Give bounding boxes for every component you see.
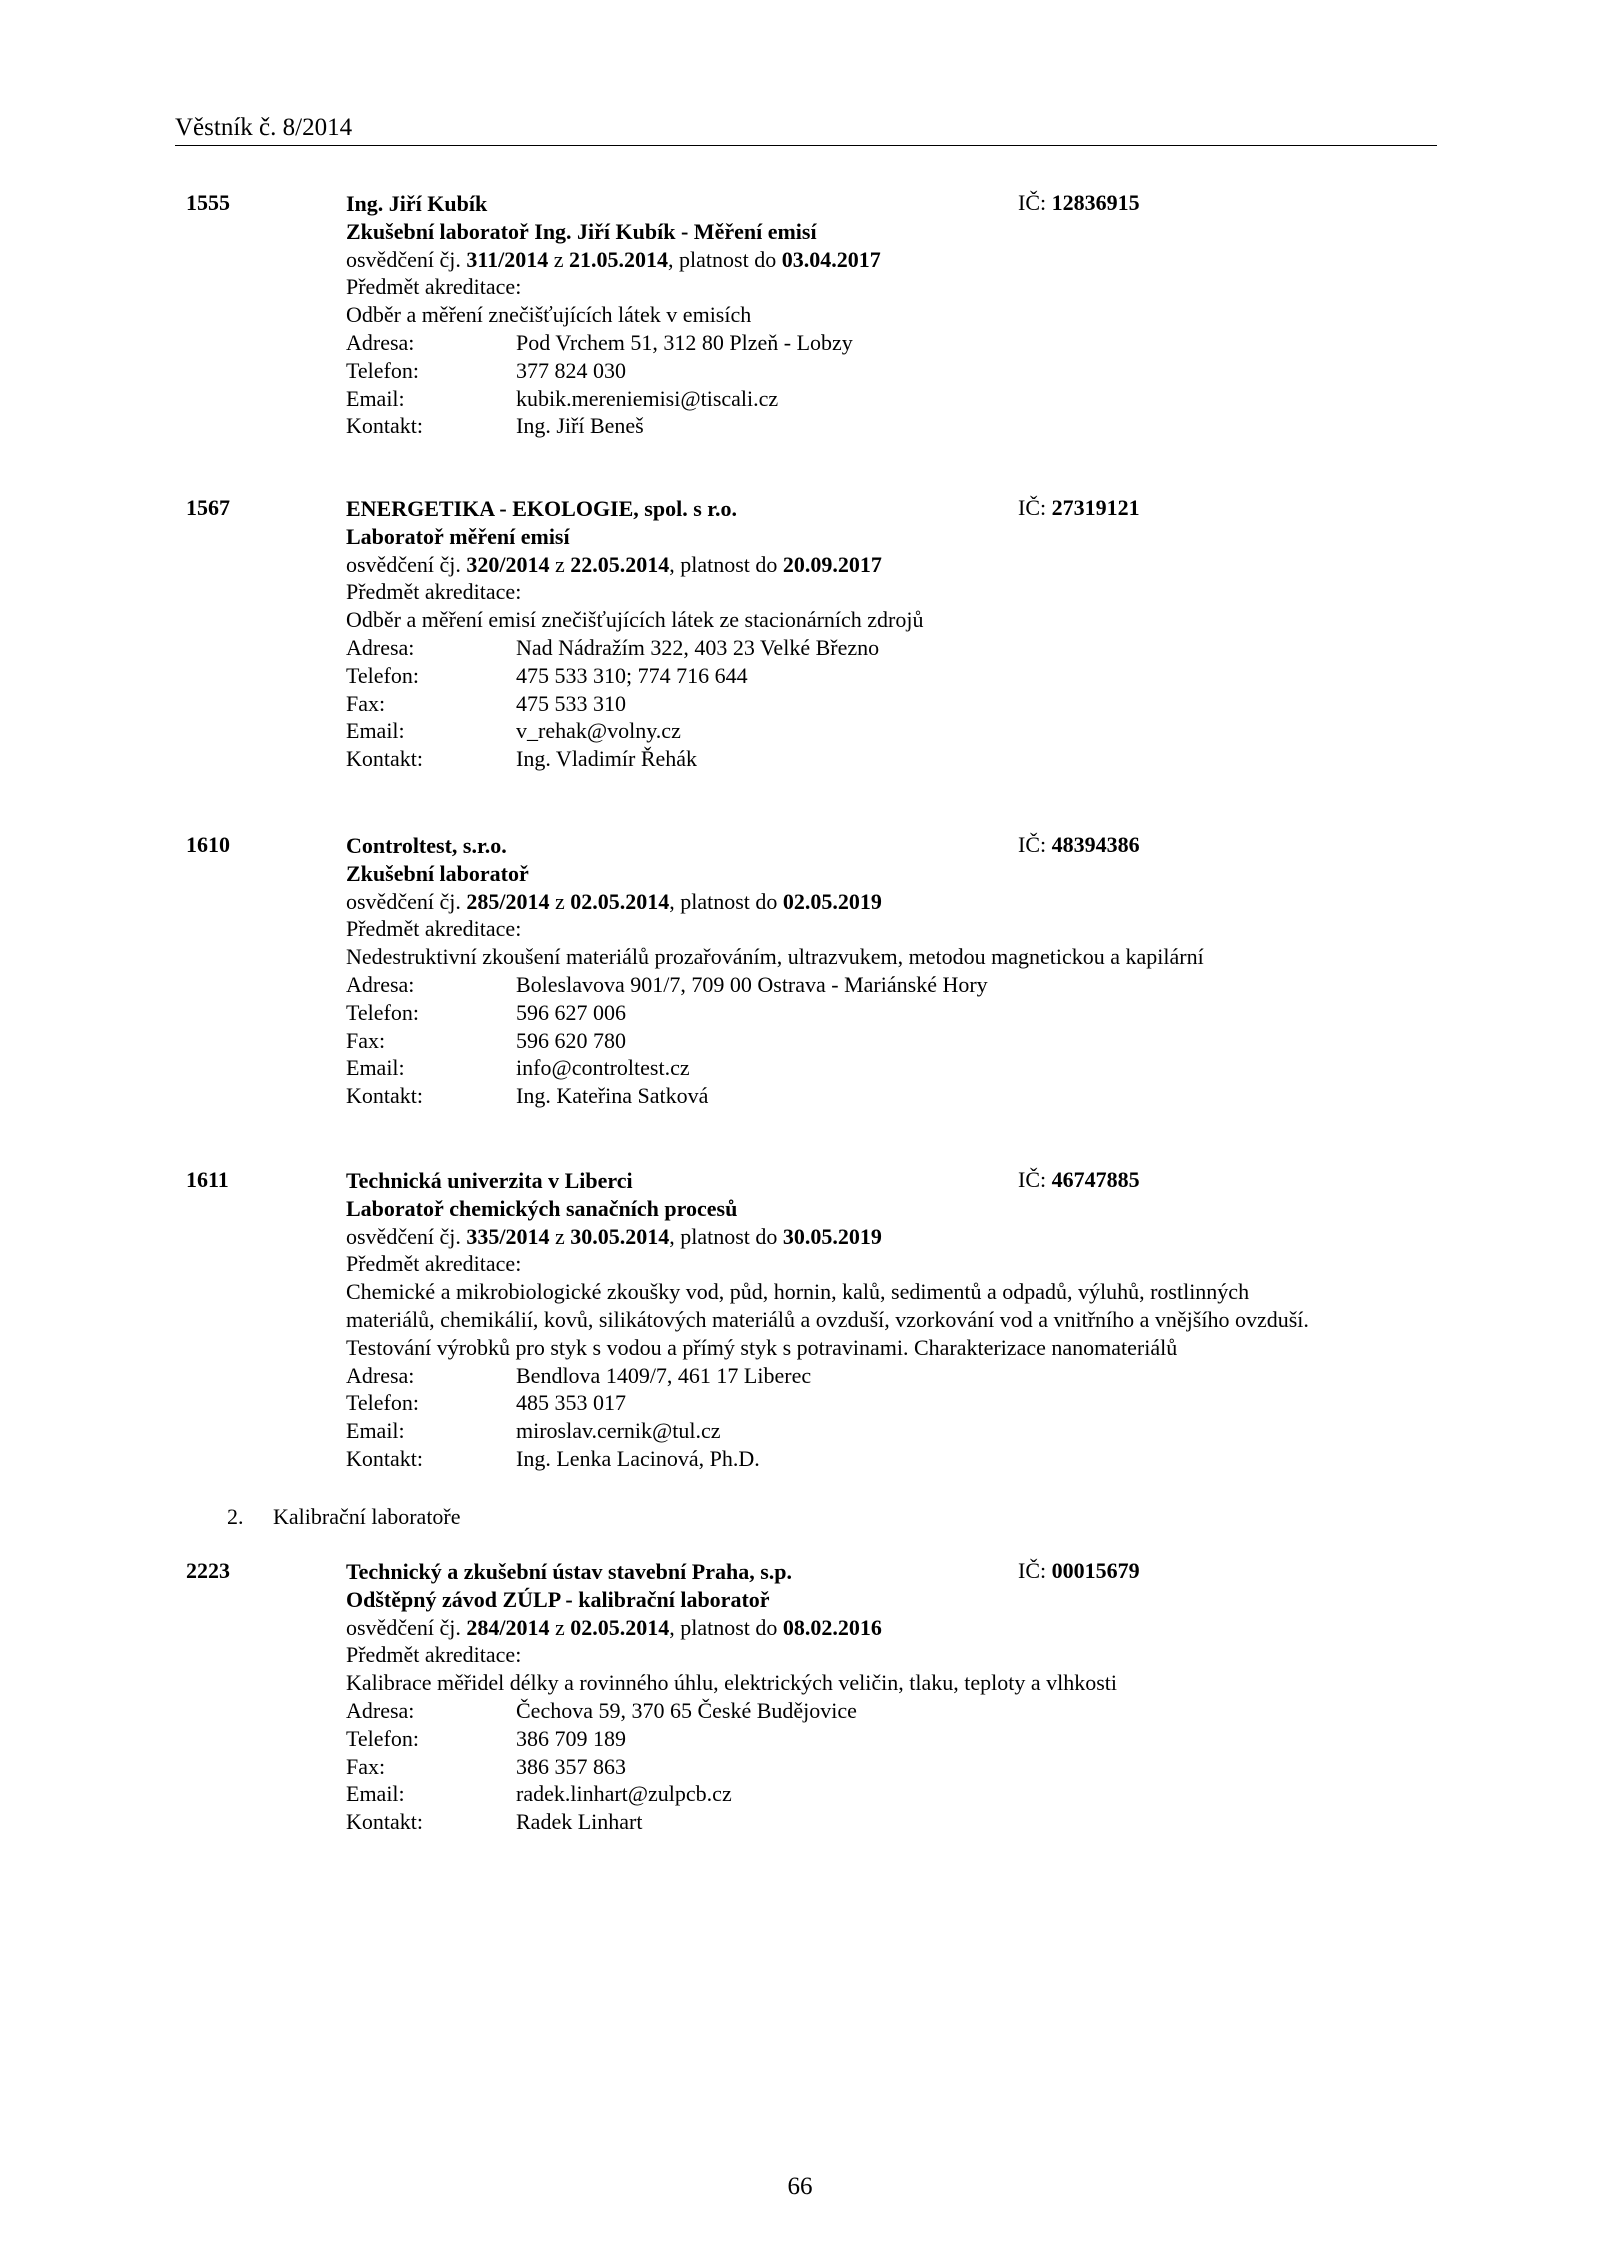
cert-date: 02.05.2014 <box>570 888 670 914</box>
subject-label: Předmět akreditace: <box>346 1642 522 1668</box>
cert-prefix: osvědčení čj. <box>346 1614 467 1640</box>
ic-label: IČ: <box>1018 1167 1052 1192</box>
field-row <box>346 717 1436 745</box>
field-value: Pod Vrchem 51, 312 80 Plzeň - Lobzy <box>516 329 853 355</box>
subject-text: Kalibrace měřidel délky a rovinného úhlu, elektrických veličin, tlaku, teploty a vlhkosti <box>346 1670 1117 1696</box>
subject-text: Nedestruktivní zkoušení materiálů prozařováním, ultrazvukem, metodou magnetickou a kapilární <box>346 944 1204 970</box>
entry-lab: Zkušební laboratoř Ing. Jiří Kubík - Měření emisí <box>346 218 817 244</box>
field-label: Telefon: <box>346 1390 419 1416</box>
field-label: Adresa: <box>346 971 415 997</box>
entry-body <box>346 1167 1436 1473</box>
subject-text: Odběr a měření emisí znečišťujících látek ze stacionárních zdrojů <box>346 607 924 633</box>
field-label: Adresa: <box>346 1362 415 1388</box>
subject-text: Odběr a měření znečišťujících látek v emisích <box>346 302 752 328</box>
field-row <box>346 745 1436 773</box>
field-label: Fax: <box>346 690 386 716</box>
subject-label: Předmět akreditace: <box>346 1251 522 1277</box>
section-number: 2. <box>227 1504 244 1529</box>
entry-lab: Odštěpný závod ZÚLP - kalibrační laboratoř <box>346 1586 770 1612</box>
field-row <box>346 1417 1436 1445</box>
subject-label: Předmět akreditace: <box>346 579 522 605</box>
field-value: 475 533 310; 774 716 644 <box>516 662 748 688</box>
field-value: Nad Nádražím 322, 403 23 Velké Březno <box>516 634 880 660</box>
ic-label: IČ: <box>1018 832 1052 857</box>
field-value: Ing. Jiří Beneš <box>516 413 644 439</box>
cert-prefix: osvědčení čj. <box>346 551 467 577</box>
entry-number: 2223 <box>186 1558 230 1583</box>
cert-number: 284/2014 <box>466 1614 550 1640</box>
entry-name: Ing. Jiří Kubík <box>346 191 488 216</box>
cert-z: z <box>549 551 571 577</box>
field-label: Telefon: <box>346 662 419 688</box>
ic-label: IČ: <box>1018 495 1052 520</box>
entry-number: 1567 <box>186 495 230 520</box>
cert-valid-label: , platnost do <box>669 888 783 914</box>
field-label: Telefon: <box>346 1725 419 1751</box>
cert-date: 02.05.2014 <box>570 1614 670 1640</box>
field-label: Email: <box>346 1781 405 1807</box>
field-value: Čechova 59, 370 65 České Budějovice <box>516 1697 857 1723</box>
field-value: kubik.mereniemisi@tiscali.cz <box>516 385 779 411</box>
entry-lab: Laboratoř chemických sanačních procesů <box>346 1195 738 1221</box>
cert-number: 320/2014 <box>466 551 550 577</box>
page-number: 66 <box>787 2173 813 2200</box>
field-row <box>346 1780 1436 1808</box>
cert-z: z <box>549 1614 571 1640</box>
entry-body <box>346 832 1436 1110</box>
section-heading <box>227 1504 461 1530</box>
field-value: 485 353 017 <box>516 1390 626 1416</box>
field-value: Ing. Lenka Lacinová, Ph.D. <box>516 1445 760 1471</box>
entry-name: Controltest, s.r.o. <box>346 833 507 858</box>
field-row <box>346 690 1436 718</box>
cert-valid-until: 02.05.2019 <box>782 888 882 914</box>
subject-text: Chemické a mikrobiologické zkoušky vod, půd, hornin, kalů, sedimentů a odpadů, výluhů, rostlinných <box>346 1279 1250 1305</box>
field-value: v_rehak@volny.cz <box>516 718 681 744</box>
certificate-line <box>346 246 1436 274</box>
field-value: info@controltest.cz <box>516 1055 690 1081</box>
field-label: Adresa: <box>346 1697 415 1723</box>
cert-prefix: osvědčení čj. <box>346 1223 467 1249</box>
field-value: Ing. Vladimír Řehák <box>516 746 698 772</box>
cert-number: 311/2014 <box>466 246 549 272</box>
field-row <box>346 999 1436 1027</box>
field-label: Kontakt: <box>346 746 423 772</box>
field-value: miroslav.cernik@tul.cz <box>516 1418 721 1444</box>
cert-valid-label: , platnost do <box>668 246 782 272</box>
field-value: Ing. Kateřina Satková <box>516 1083 709 1109</box>
field-label: Kontakt: <box>346 1083 423 1109</box>
entry-lab: Zkušební laboratoř <box>346 860 529 886</box>
field-value: 386 709 189 <box>516 1725 626 1751</box>
subject-label: Předmět akreditace: <box>346 916 522 942</box>
certificate-line <box>346 888 1436 916</box>
field-row <box>346 1445 1436 1473</box>
field-label: Adresa: <box>346 329 415 355</box>
field-row <box>346 662 1436 690</box>
field-value: 596 620 780 <box>516 1027 626 1053</box>
cert-valid-label: , platnost do <box>669 1223 783 1249</box>
entry-number: 1610 <box>186 832 230 857</box>
field-label: Email: <box>346 1418 405 1444</box>
ic-value: 27319121 <box>1051 495 1140 520</box>
field-row <box>346 971 1436 999</box>
field-label: Email: <box>346 718 405 744</box>
field-label: Kontakt: <box>346 1809 423 1835</box>
cert-z: z <box>549 888 571 914</box>
entry-body <box>346 1558 1436 1836</box>
subject-label: Předmět akreditace: <box>346 274 522 300</box>
ic-label: IČ: <box>1018 1558 1052 1583</box>
page-header-title: Věstník č. 8/2014 <box>175 114 353 141</box>
field-value: Bendlova 1409/7, 461 17 Liberec <box>516 1362 812 1388</box>
cert-z: z <box>548 246 570 272</box>
entry-number: 1555 <box>186 190 230 215</box>
entry-body <box>346 190 1436 440</box>
field-row <box>346 412 1436 440</box>
cert-prefix: osvědčení čj. <box>346 246 467 272</box>
ic-value: 46747885 <box>1051 1167 1140 1192</box>
entry-number: 1611 <box>186 1167 229 1192</box>
subject-text: materiálů, chemikálií, kovů, silikátových materiálů a ovzduší, vzorkování vod a vnitřního a vnějšího ovzduší. <box>346 1306 1309 1332</box>
field-label: Adresa: <box>346 634 415 660</box>
field-label: Kontakt: <box>346 413 423 439</box>
cert-date: 21.05.2014 <box>569 246 669 272</box>
cert-number: 285/2014 <box>466 888 550 914</box>
field-row <box>346 634 1436 662</box>
entry-lab: Laboratoř měření emisí <box>346 523 570 549</box>
certificate-line <box>346 1614 1436 1642</box>
field-row <box>346 329 1436 357</box>
field-row <box>346 1362 1436 1390</box>
certificate-line <box>346 1223 1436 1251</box>
field-row <box>346 1082 1436 1110</box>
field-row <box>346 1389 1436 1417</box>
field-row <box>346 1808 1436 1836</box>
field-label: Telefon: <box>346 357 419 383</box>
ic-value: 00015679 <box>1051 1558 1140 1583</box>
entry-name: Technická univerzita v Liberci <box>346 1168 633 1193</box>
subject-text: Testování výrobků pro styk s vodou a přímý styk s potravinami. Charakterizace nanomateriálů <box>346 1334 1178 1360</box>
field-row <box>346 1697 1436 1725</box>
cert-number: 335/2014 <box>466 1223 550 1249</box>
entry-name: ENERGETIKA - EKOLOGIE, spol. s r.o. <box>346 496 738 521</box>
field-row <box>346 1753 1436 1781</box>
ic-label: IČ: <box>1018 190 1052 215</box>
field-value: 377 824 030 <box>516 357 626 383</box>
entry-body <box>346 495 1436 773</box>
cert-z: z <box>549 1223 571 1249</box>
field-label: Fax: <box>346 1027 386 1053</box>
cert-valid-until: 08.02.2016 <box>782 1614 882 1640</box>
field-row <box>346 1027 1436 1055</box>
field-value: 596 627 006 <box>516 999 626 1025</box>
cert-valid-label: , platnost do <box>669 1614 783 1640</box>
field-row <box>346 1054 1436 1082</box>
field-value: radek.linhart@zulpcb.cz <box>516 1781 732 1807</box>
field-label: Email: <box>346 1055 405 1081</box>
field-value: Radek Linhart <box>516 1809 643 1835</box>
field-label: Telefon: <box>346 999 419 1025</box>
cert-valid-until: 30.05.2019 <box>782 1223 882 1249</box>
field-label: Fax: <box>346 1753 386 1779</box>
section-title: Kalibrační laboratoře <box>273 1504 461 1529</box>
field-value: Boleslavova 901/7, 709 00 Ostrava - Mariánské Hory <box>516 971 988 997</box>
ic-value: 48394386 <box>1051 832 1140 857</box>
field-row <box>346 357 1436 385</box>
field-value: 386 357 863 <box>516 1753 626 1779</box>
cert-valid-until: 03.04.2017 <box>781 246 881 272</box>
ic-value: 12836915 <box>1051 190 1140 215</box>
cert-valid-until: 20.09.2017 <box>782 551 882 577</box>
field-value: 475 533 310 <box>516 690 626 716</box>
field-label: Kontakt: <box>346 1445 423 1471</box>
field-label: Email: <box>346 385 405 411</box>
certificate-line <box>346 551 1436 579</box>
cert-date: 22.05.2014 <box>570 551 670 577</box>
cert-date: 30.05.2014 <box>570 1223 670 1249</box>
header-rule <box>175 145 1437 146</box>
cert-valid-label: , platnost do <box>669 551 783 577</box>
field-row <box>346 385 1436 413</box>
entry-name: Technický a zkušební ústav stavební Praha, s.p. <box>346 1559 793 1584</box>
field-row <box>346 1725 1436 1753</box>
cert-prefix: osvědčení čj. <box>346 888 467 914</box>
